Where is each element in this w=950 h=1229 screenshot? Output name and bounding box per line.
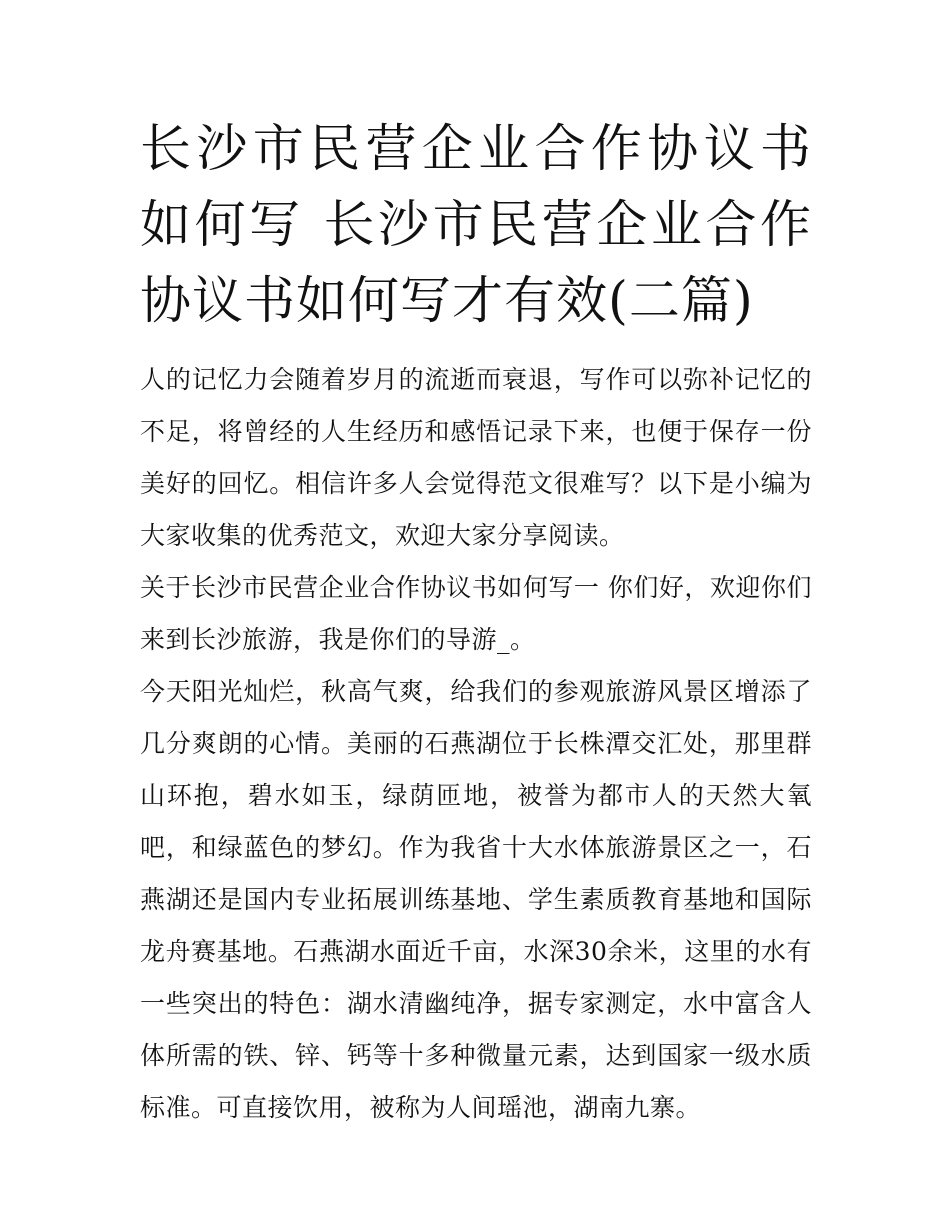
paragraph-intro: 人的记忆力会随着岁月的流逝而衰退，写作可以弥补记忆的不足，将曾经的人生经历和感悟记录下来，也便于保存一份美好的回忆。相信许多人会觉得范文很难写？以下是小编为大家收集的优秀范文，欢迎大家分享阅读。: [140, 365, 812, 550]
paragraph-lake-description: 今天阳光灿烂，秋高气爽，给我们的参观旅游风景区增添了几分爽朗的心情。美丽的石燕湖位于长株潭交汇处，那里群山环抱，碧水如玉，绿荫匝地，被誉为都市人的天然大氧吧，和绿蓝色的梦幻。作为我省十大水体旅游景区之一，石燕湖还是国内专业拓展训练基地、学生素质教育基地和国际龙舟赛基地。石燕湖水面近千亩，水深30余米，这里的水有一些突出的特色：湖水清幽纯净，据专家测定，水中富含人体所需的铁、锌、钙等十多种微量元素，达到国家一级水质标准。可直接饮用，被称为人间瑶池，湖南九寨。: [140, 677, 812, 1122]
document-page: [140, 112, 812, 1134]
document-title: 长沙市民营企业合作协议书如何写 长沙市民营企业合作协议书如何写才有效(二篇): [140, 120, 812, 331]
paragraph-greeting: 关于长沙市民营企业合作协议书如何写一 你们好，欢迎你们来到长沙旅游，我是你们的导游_。: [140, 573, 812, 654]
document-body: [140, 354, 812, 1134]
